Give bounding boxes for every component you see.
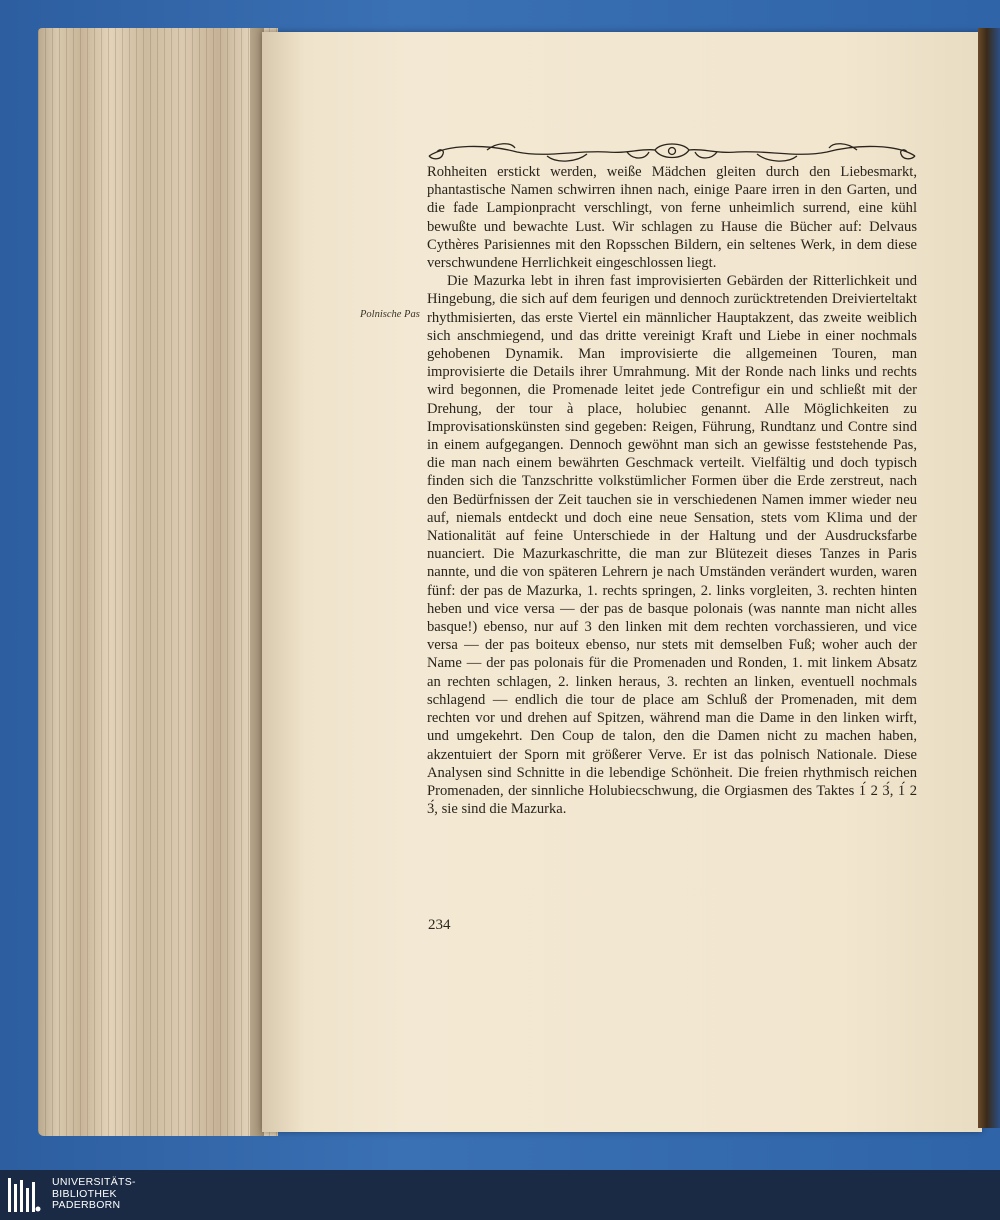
paragraph-2: Die Mazurka lebt in ihren fast improvisierten Gebärden der Ritterlichkeit und Hingebung, die sich auf dem feurigen und dennoch zurücktretenden Dreivierteltakt rhythmisierten, das erste Viertel ein männlicher Hauptakzent, das zweite weiblich sich anschmiegend, und das dritte vereinigt Kraft und Liebe in einer nochmals gehobenen Dynamik. Man improvisierte die allgemeinen Touren, man improvisierte die Details ihrer Umrahmung. Mit der Ronde nach links und rechts wird begonnen, die Promenade leitet jede Contrefigur ein und schließt mit der Drehung, der tour à place, holubiec genannt. Alle Möglichkeiten zu Improvisationskünsten sind gegeben: Reigen, Führung, Rundtanz und Contre sind in einem aufgegangen. Dennoch gewöhnt man sich an gewisse feststehende Pas, die man nach einem bewährten Geschmack verteilt. Vielfältig und doch typisch finden sich die Tanzschritte volkstümlicher Formen über die Erde zerstreut, nach den Bedürfnissen der Zeit tauchen sie in verschiedenen Namen immer wieder neu auf, niemals entdeckt und doch eine neue Sensation, stets vom Klima und der Nationalität auf feine Unterschiede in der Haltung und der Ausdrucksfarbe nuanciert. Die Mazurkaschritte, die man zur Blütezeit dieses Tanzes in Paris nannte, und die von späteren Lehrern je nach Umständen verändert wurden, waren fünf: der pas de Mazurka, 1. rechts springen, 2. links vorgleiten, 3. rechten hinten heben und vice versa — der pas de basque polonais (was nannte man nicht alles basque!) ebenso, nur auf 3 den linken mit dem rechten vorchassieren, und vice versa — der pas boiteux ebenso, nur stets mit demselben Fuß; woher auch der Name — der pas polonais für die Promenaden und Ronden, 1. mit linkem Absatz an rechten schlagen, 2. linken heraus, 3. rechten an linken, eventuell nochmals schlagend — endlich die tour de place am Schluß der Promenaden, mit dem rechten vor und drehen auf Spitzen, während man die Dame in den linken wirft, und umgekehrt. Den Coup de talon, den die Damen nicht zu machen haben, akzentuiert der Sporn mit größerer Verve. Er ist das polnisch Nationale. Diese Analysen sind Schnitte in die lebendige Schönheit. Die freien rhythmisch reichen Promenaden, der sinnliche Holubiecschwung, die Orgiasmen des Taktes 1́ 2 3́, 1́ 2 3́, sie sind die Mazurka.	[427, 273, 917, 818]
library-logo-icon	[6, 1176, 42, 1214]
library-name-line-3: PADERBORN	[52, 1199, 121, 1211]
page-number: 234	[428, 917, 451, 933]
page-edges-stack	[38, 28, 278, 1136]
margin-note: Polnische Pas	[360, 309, 420, 320]
library-footer	[0, 1170, 1000, 1220]
decorative-scroll-icon	[427, 138, 917, 166]
book-cover-edge	[978, 28, 1000, 1128]
body-text	[427, 163, 917, 818]
library-name-line-1: UNIVERSITÄTS-	[52, 1176, 136, 1188]
library-name[interactable]	[52, 1177, 136, 1212]
paragraph-1: Rohheiten erstickt werden, weiße Mädchen gleiten durch den Liebesmarkt, phantastische Namen schwirren ihnen nach, einige Paare irren in den Garten, und die fade Lampionpracht verschlingt, von ferne unheimlich surrend, eine kühl bewußte und bewachte Lust. Wir schlagen zu Hause die Bücher auf: Delvaus Cythères Parisiennes mit den Ropsschen Bildern, ein seltenes Werk, in dem diese verschwundene Herrlichkeit eingeschlossen liegt.	[427, 164, 917, 272]
library-name-line-2: BIBLIOTHEK	[52, 1187, 117, 1200]
